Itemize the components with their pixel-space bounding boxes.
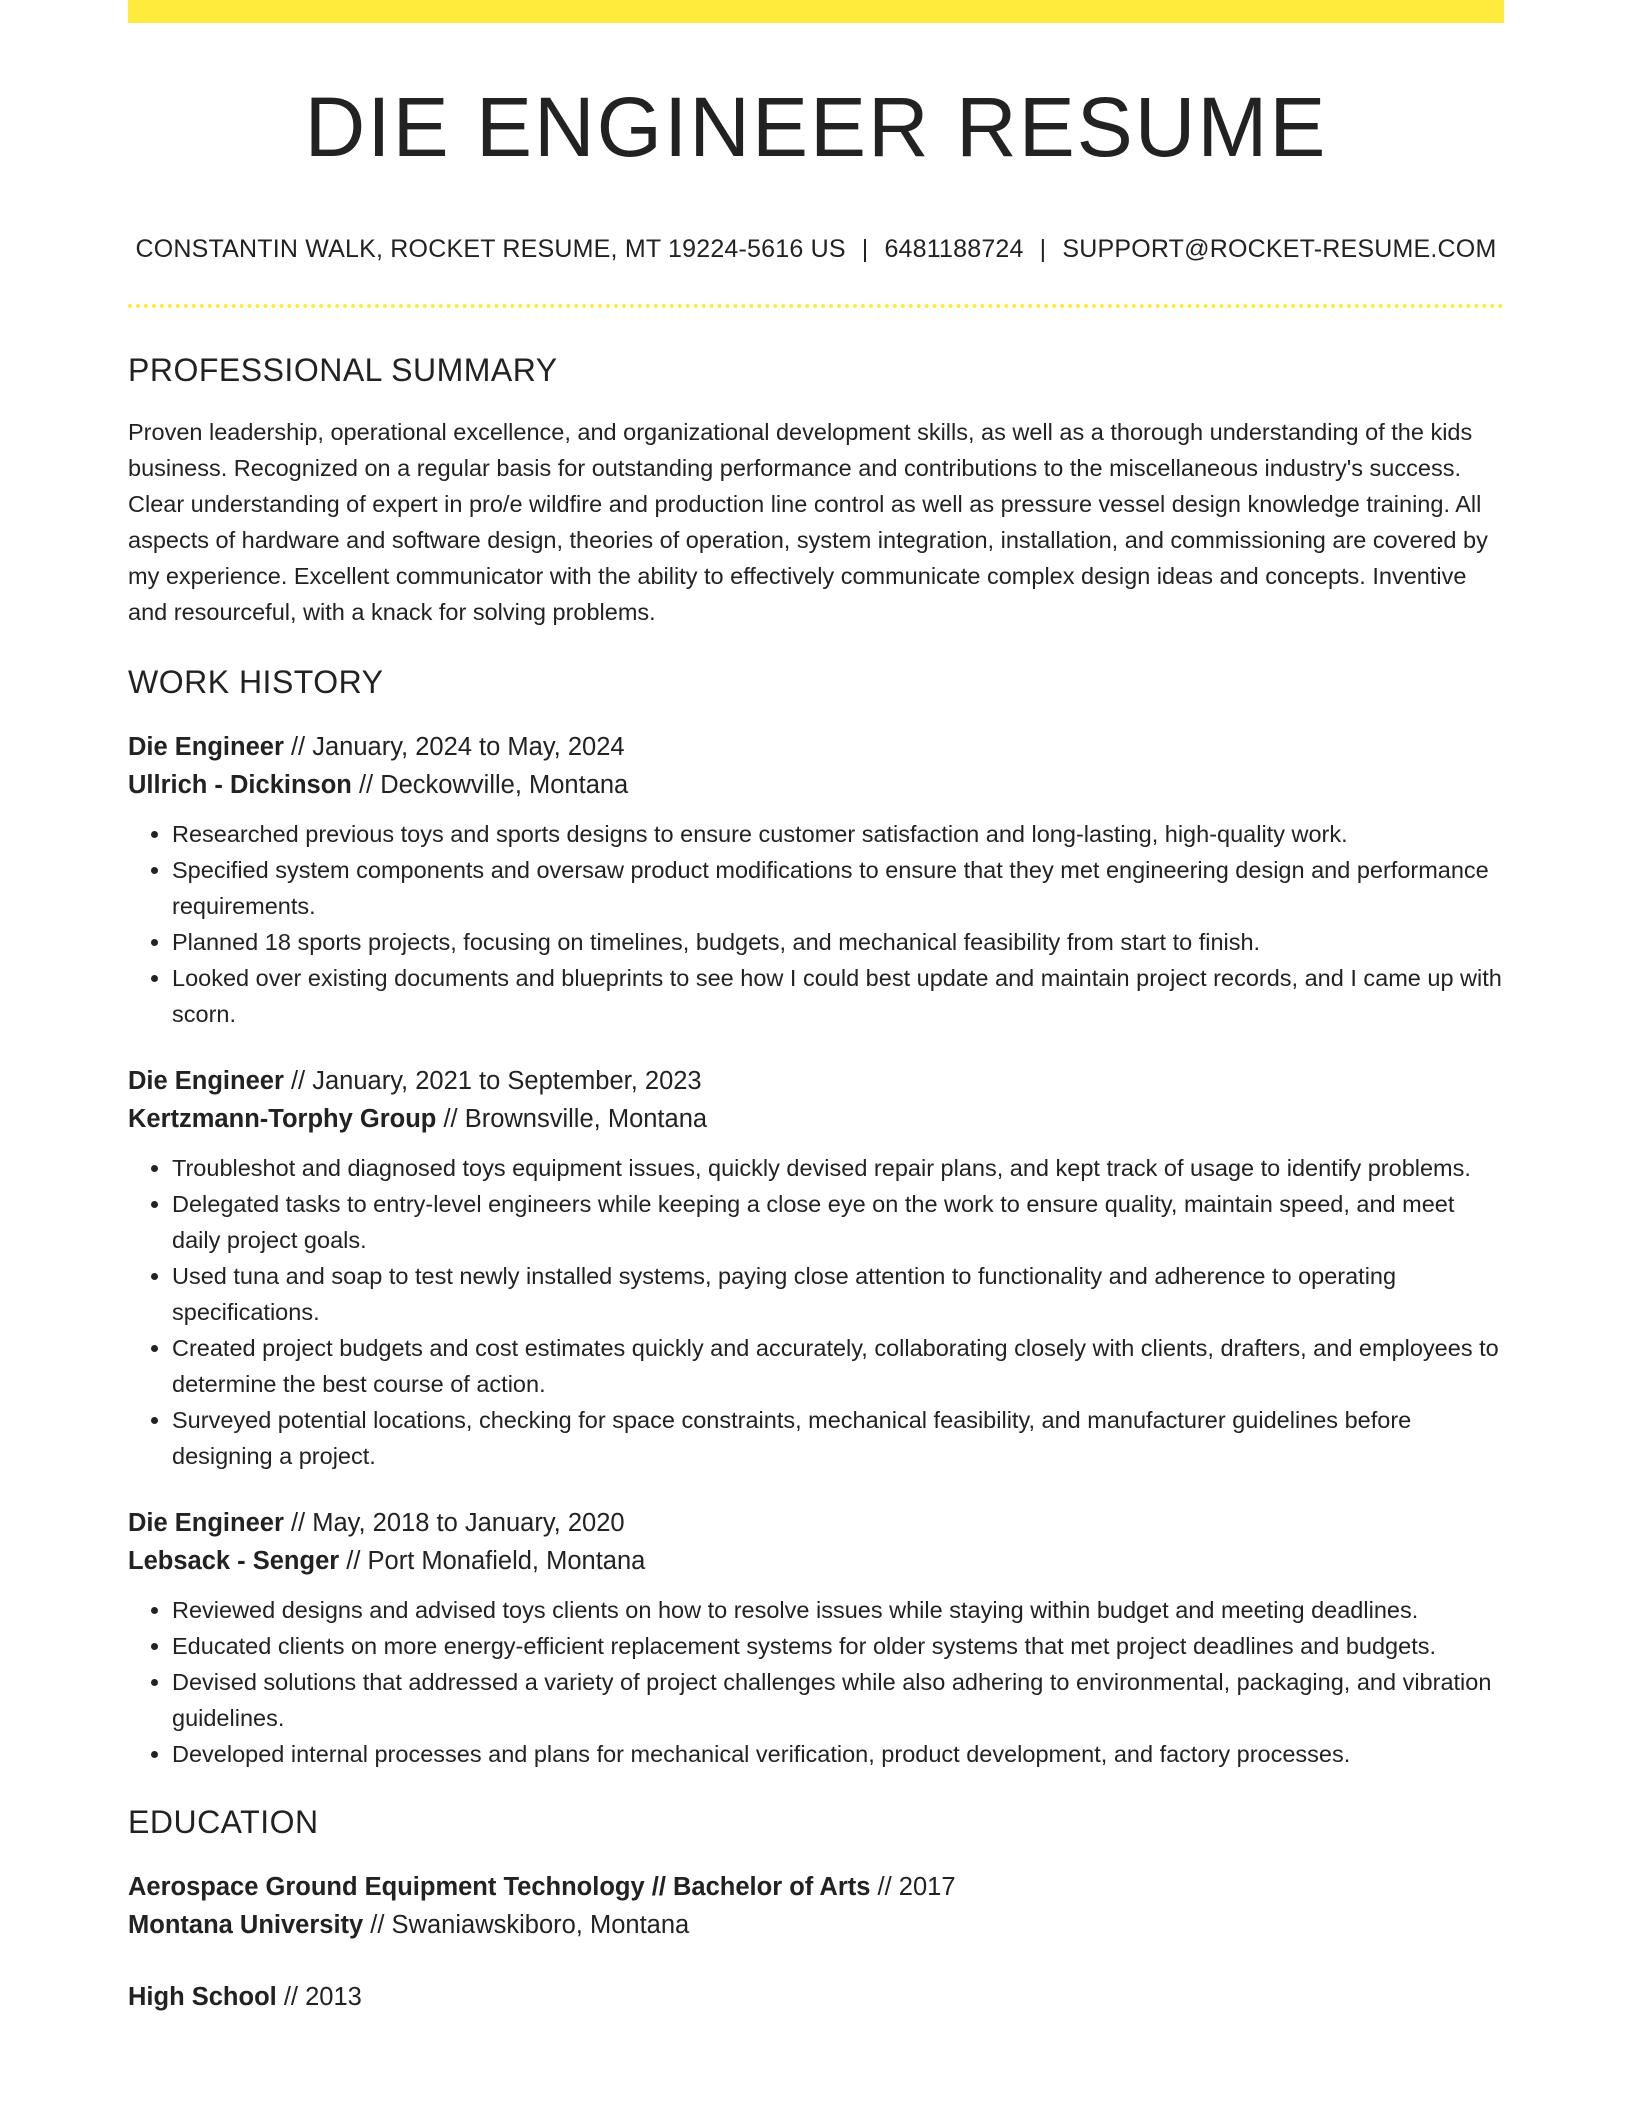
separator: | <box>861 235 869 263</box>
job-bullet: • Developed internal processes and plans for mechanical verification, product development, and factory processes. <box>172 1736 1504 1772</box>
resume-content <box>128 0 1504 2016</box>
contact-line <box>128 235 1504 264</box>
job-title: Die Engineer <box>128 1067 284 1095</box>
school: Montana University <box>128 1911 364 1939</box>
job-company-line <box>128 1542 1504 1580</box>
job-bullet: • Looked over existing documents and blueprints to see how I could best update and maintain project records, and I came up with scorn. <box>172 960 1504 1032</box>
job-bullet: • Created project budgets and cost estimates quickly and accurately, collaborating closely with clients, drafters, and employees to determine the best course of action. <box>172 1330 1504 1402</box>
job-bullet: • Planned 18 sports projects, focusing on timelines, budgets, and mechanical feasibility from start to finish. <box>172 924 1504 960</box>
job-bullet: • Educated clients on more energy-efficient replacement systems for older systems that met project deadlines and budgets. <box>172 1628 1504 1664</box>
job-bullets <box>128 816 1504 1032</box>
job-bullets <box>128 1150 1504 1474</box>
job-bullet: • Reviewed designs and advised toys clients on how to resolve issues while staying within budget and meeting deadlines. <box>172 1592 1504 1628</box>
job-company-line <box>128 766 1504 804</box>
job-bullet: • Surveyed potential locations, checking for space constraints, mechanical feasibility, and manufacturer guidelines before designing a project. <box>172 1402 1504 1474</box>
job-bullet: • Devised solutions that addressed a variety of project challenges while also adhering to environmental, packaging, and vibration guidelines. <box>172 1664 1504 1736</box>
school-location: // Swaniawskiboro, Montana <box>363 1911 690 1939</box>
job-entry <box>128 1504 1504 1772</box>
top-accent-bar <box>128 0 1504 23</box>
job-company-line <box>128 1100 1504 1138</box>
dotted-divider <box>128 304 1504 308</box>
section-heading-work: WORK HISTORY <box>128 664 384 700</box>
degree-year: // 2017 <box>870 1873 956 1901</box>
job-location: // Port Monafield, Montana <box>339 1547 646 1575</box>
job-dates: // January, 2021 to September, 2023 <box>283 1067 702 1095</box>
job-location: // Brownsville, Montana <box>436 1105 708 1133</box>
job-title: Die Engineer <box>128 733 284 761</box>
job-entry <box>128 728 1504 1032</box>
job-bullets <box>128 1592 1504 1772</box>
job-company: Kertzmann-Torphy Group <box>128 1105 437 1133</box>
job-company: Ullrich - Dickinson <box>128 771 352 799</box>
degree: High School <box>128 1983 277 2011</box>
address: CONSTANTIN WALK, ROCKET RESUME, MT 19224-5616 US <box>135 235 846 263</box>
school-line <box>128 1906 1504 1944</box>
degree-year: // 2013 <box>276 1983 362 2011</box>
degree: Aerospace Ground Equipment Technology // Bachelor of Arts <box>128 1873 871 1901</box>
job-entry <box>128 1062 1504 1474</box>
job-title-line <box>128 728 1504 766</box>
job-title: Die Engineer <box>128 1509 284 1537</box>
education-entry <box>128 1978 1504 2016</box>
job-title-line <box>128 1504 1504 1542</box>
job-dates: // May, 2018 to January, 2020 <box>283 1509 625 1537</box>
section-heading-education: EDUCATION <box>128 1804 319 1840</box>
resume-title: DIE ENGINEER RESUME <box>304 80 1328 174</box>
email-link[interactable]: SUPPORT@ROCKET-RESUME.COM <box>1062 235 1497 263</box>
job-location: // Deckowville, Montana <box>351 771 629 799</box>
job-bullet: • Delegated tasks to entry-level engineers while keeping a close eye on the work to ensure quality, maintain speed, and meet daily project goals. <box>172 1186 1504 1258</box>
summary-text: Proven leadership, operational excellence, and organizational development skills, as well as a thorough understanding of the kids business. Recognized on a regular basis for outstanding performance and contributions to the miscellaneous industry's success. Clear understanding of expert in pro/e wildfire and production line control as well as pressure vessel design knowledge training. All aspects of hardware and software design, theories of operation, system integration, installation, and commissioning are covered by my experience. Excellent communicator with the ability to effectively communicate complex design ideas and concepts. Inventive and resourceful, with a knack for solving problems. <box>128 419 1488 625</box>
job-title-line <box>128 1062 1504 1100</box>
job-bullet: • Troubleshot and diagnosed toys equipment issues, quickly devised repair plans, and kept track of usage to identify problems. <box>172 1150 1504 1186</box>
degree-line <box>128 1978 1504 2016</box>
phone: 6481188724 <box>884 235 1024 263</box>
degree-line <box>128 1868 1504 1906</box>
job-dates: // January, 2024 to May, 2024 <box>283 733 625 761</box>
separator: | <box>1039 235 1047 263</box>
job-bullet: • Researched previous toys and sports designs to ensure customer satisfaction and long-lasting, high-quality work. <box>172 816 1504 852</box>
education-entry <box>128 1868 1504 1944</box>
job-bullet: • Specified system components and oversaw product modifications to ensure that they met engineering design and performance requirements. <box>172 852 1504 924</box>
section-heading-summary: PROFESSIONAL SUMMARY <box>128 352 558 388</box>
job-bullet: • Used tuna and soap to test newly installed systems, paying close attention to functionality and adherence to operating specifications. <box>172 1258 1504 1330</box>
job-company: Lebsack - Senger <box>128 1547 340 1575</box>
